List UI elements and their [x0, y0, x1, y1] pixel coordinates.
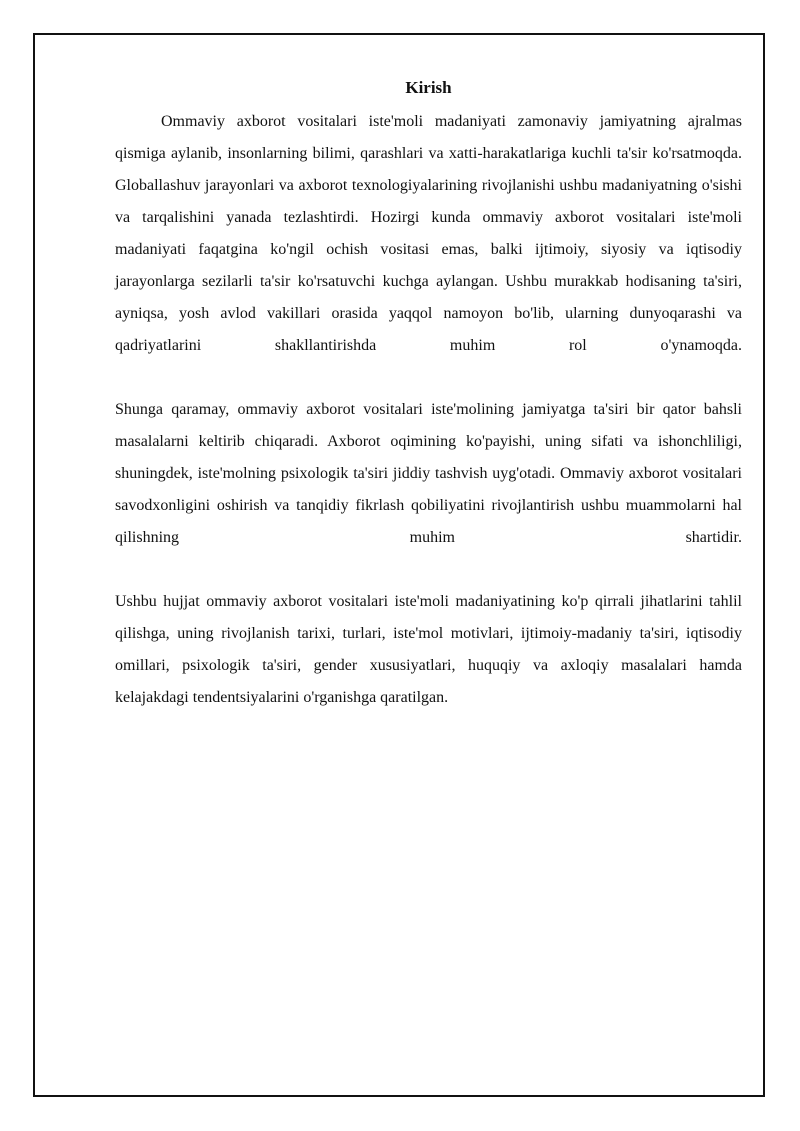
paragraph-purpose: Ushbu hujjat ommaviy axborot vositalari iste'moli madaniyatining ko'p qirrali jihatlarini tahlil qilishga, uning rivojlanish tarixi, turlari, iste'mol motivlari, ijtimoiy-madaniy ta'siri, iqtisodiy omillari, psixologik ta'siri, gender xususiyatlari, huquqiy va axloqiy masalalari hamda kelajakdagi tendentsiyalarini o'rganishga qaratilgan.: [115, 593, 742, 706]
paragraph-concerns: Shunga qaramay, ommaviy axborot vositalari iste'molining jamiyatga ta'siri bir qator bahsli masalalarni keltirib chiqaradi. Axborot oqimining ko'payishi, uning sifati va ishonchliligi, shuningdek, iste'molning psixologik ta'siri jiddiy tashvish uyg'otadi. Ommaviy axborot vositalari savodxonligini oshirish va tanqidiy fikrlash qobiliyatini rivojlantirish ushbu muammolarni hal qilishning muhim shartidir.: [115, 401, 742, 546]
document-body: [115, 76, 742, 746]
section-title: Kirish: [405, 78, 452, 97]
paragraph-introduction: Ommaviy axborot vositalari iste'moli madaniyati zamonaviy jamiyatning ajralmas qismiga aylanib, insonlarning bilimi, qarashlari va xatti-harakatlariga kuchli ta'sir ko'rsatmoqda. Globallashuv jarayonlari va axborot texnologiyalarining rivojlanishi ushbu madaniyatning o'sishi va tarqalishini yanada tezlashtirdi. Hozirgi kunda ommaviy axborot vositalari iste'moli madaniyati faqatgina ko'ngil ochish vositasi emas, balki ijtimoiy, siyosiy va iqtisodiy jarayonlarga sezilarli ta'sir ko'rsatuvchi kuchga aylangan. Ushbu murakkab hodisaning ta'siri, ayniqsa, yosh avlod vakillari orasida yaqqol namoyon bo'lib, ularning dunyoqarashi va qadriyatlarini shakllantirishda muhim rol o'ynamoqda.: [115, 113, 742, 354]
